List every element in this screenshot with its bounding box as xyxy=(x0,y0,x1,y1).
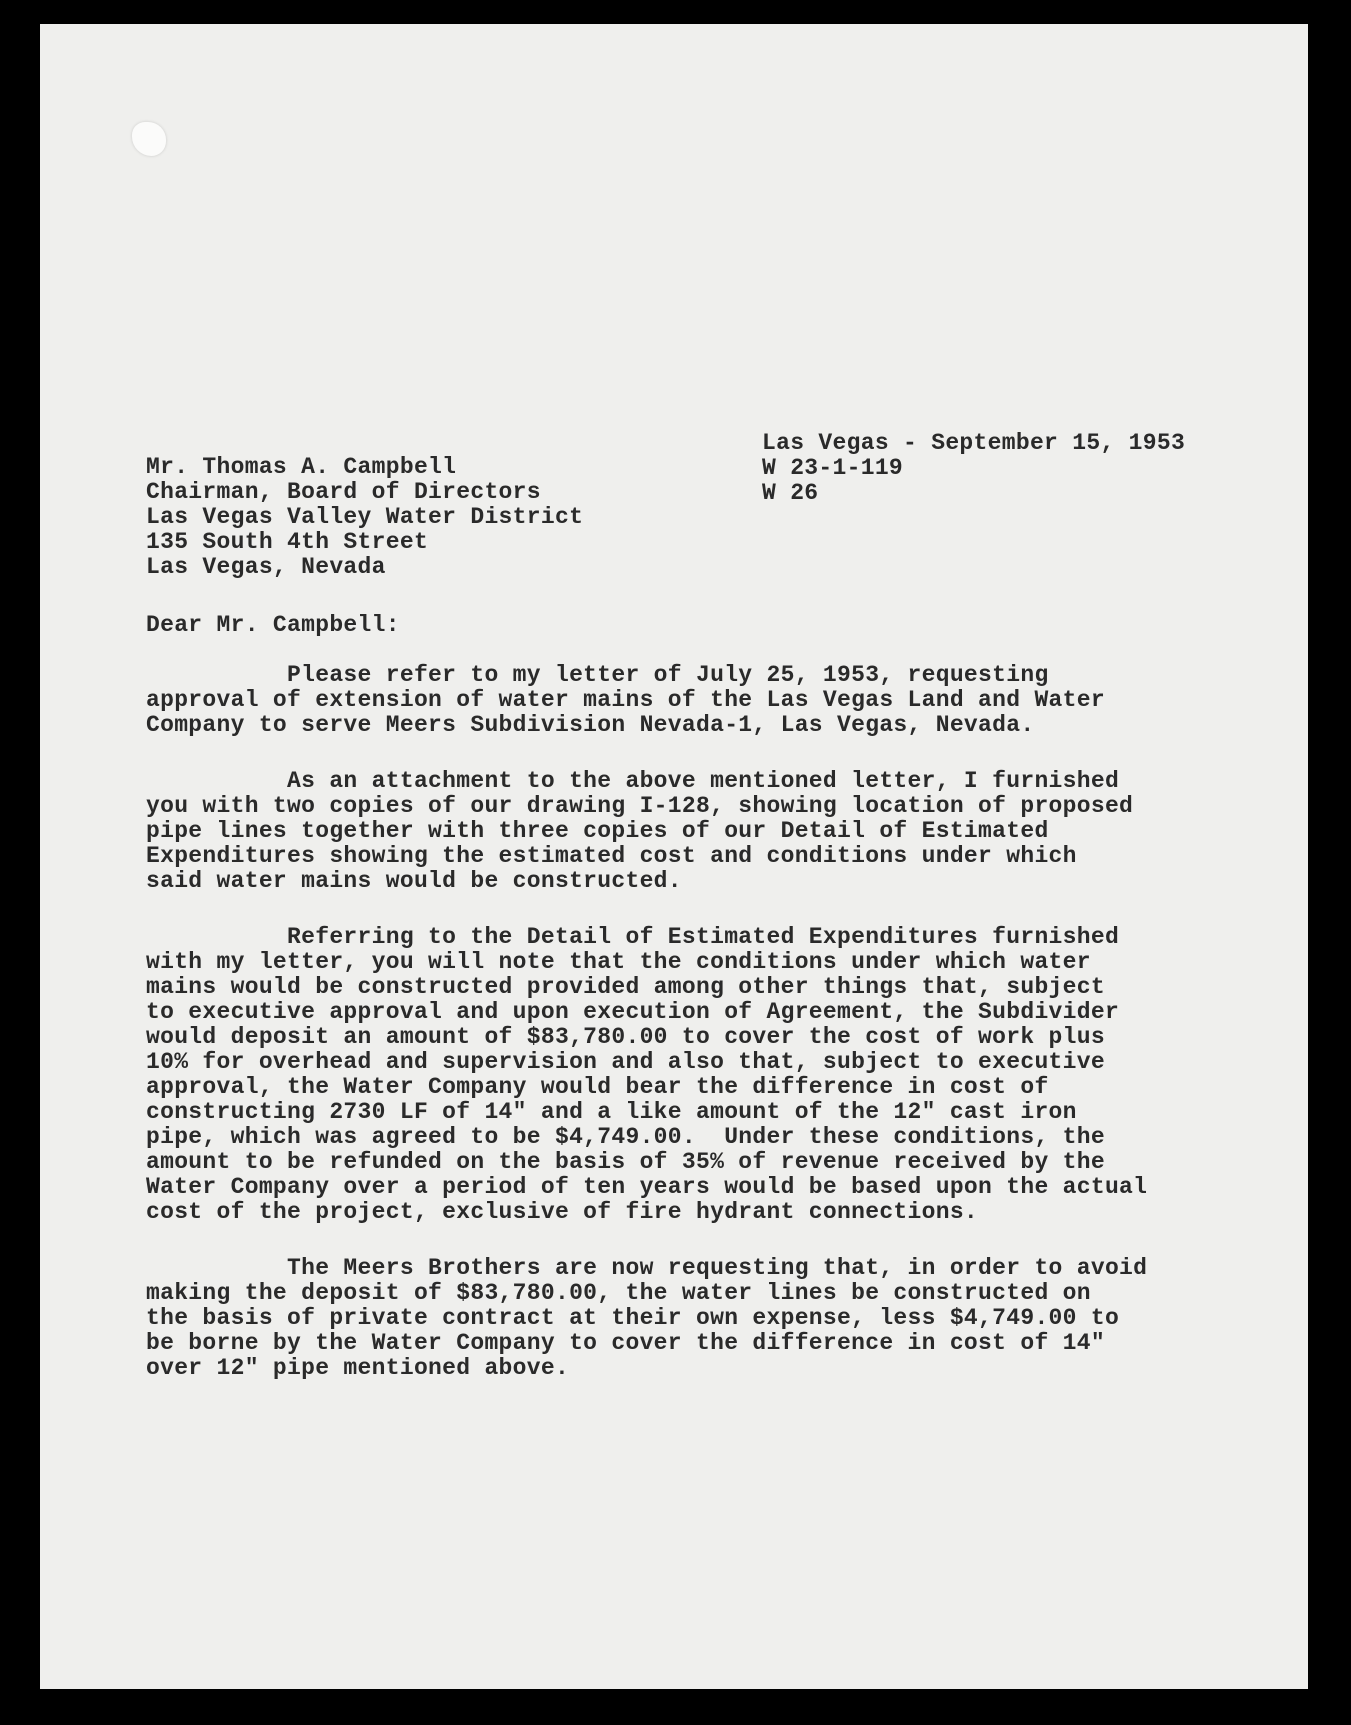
paragraph-3 xyxy=(146,926,1147,1226)
body-line: pipe lines together with three copies of our Detail of Estimated xyxy=(146,818,1049,844)
reference-line: W 26 xyxy=(762,480,819,506)
body-line: to executive approval and upon execution of Agreement, the Subdivider xyxy=(146,999,1120,1025)
address-line: 135 South 4th Street xyxy=(146,529,429,555)
body-line: Please refer to my letter of July 25, 1953, requesting xyxy=(146,662,1049,688)
body-line: approval of extension of water mains of the Las Vegas Land and Water xyxy=(146,687,1105,713)
paragraph-2 xyxy=(146,770,1147,895)
body-line: the basis of private contract at their own expense, less $4,749.00 to xyxy=(146,1305,1120,1331)
body-line: approval, the Water Company would bear the difference in cost of xyxy=(146,1074,1049,1100)
body-line: over 12" pipe mentioned above. xyxy=(146,1355,570,1381)
letter-body xyxy=(146,664,1147,1413)
address-line: Las Vegas Valley Water District xyxy=(146,504,584,530)
body-line: Company to serve Meers Subdivision Nevada-1, Las Vegas, Nevada. xyxy=(146,712,1035,738)
address-line: Las Vegas, Nevada xyxy=(146,554,386,580)
recipient-address xyxy=(146,456,583,581)
body-line: Referring to the Detail of Estimated Expenditures furnished xyxy=(146,924,1120,950)
body-line: Water Company over a period of ten years would be based upon the actual xyxy=(146,1174,1148,1200)
body-line: would deposit an amount of $83,780.00 to cover the cost of work plus xyxy=(146,1024,1105,1050)
body-line: 10% for overhead and supervision and also that, subject to executive xyxy=(146,1049,1105,1075)
date-line: Las Vegas - September 15, 1953 xyxy=(762,430,1186,456)
paper-tear-mark xyxy=(132,122,166,156)
reference-line: W 23-1-119 xyxy=(762,455,904,481)
body-line: The Meers Brothers are now requesting that, in order to avoid xyxy=(146,1255,1148,1281)
date-and-reference xyxy=(762,432,1185,507)
salutation: Dear Mr. Campbell: xyxy=(146,612,400,638)
body-line: making the deposit of $83,780.00, the water lines be constructed on xyxy=(146,1280,1091,1306)
body-line: be borne by the Water Company to cover the difference in cost of 14" xyxy=(146,1330,1105,1356)
body-line: Expenditures showing the estimated cost and conditions under which xyxy=(146,843,1077,869)
body-line: you with two copies of our drawing I-128, showing location of proposed xyxy=(146,793,1134,819)
address-line: Mr. Thomas A. Campbell xyxy=(146,454,457,480)
body-line: pipe, which was agreed to be $4,749.00. Under these conditions, the xyxy=(146,1124,1105,1150)
body-line: said water mains would be constructed. xyxy=(146,868,682,894)
letter-page xyxy=(40,24,1308,1689)
body-line: mains would be constructed provided among other things that, subject xyxy=(146,974,1105,1000)
paragraph-4 xyxy=(146,1257,1147,1382)
address-line: Chairman, Board of Directors xyxy=(146,479,541,505)
body-line: with my letter, you will note that the conditions under which water xyxy=(146,949,1091,975)
body-line: cost of the project, exclusive of fire hydrant connections. xyxy=(146,1199,979,1225)
body-line: amount to be refunded on the basis of 35% of revenue received by the xyxy=(146,1149,1105,1175)
body-line: As an attachment to the above mentioned letter, I furnished xyxy=(146,768,1120,794)
paragraph-1 xyxy=(146,664,1147,739)
body-line: constructing 2730 LF of 14" and a like amount of the 12" cast iron xyxy=(146,1099,1077,1125)
